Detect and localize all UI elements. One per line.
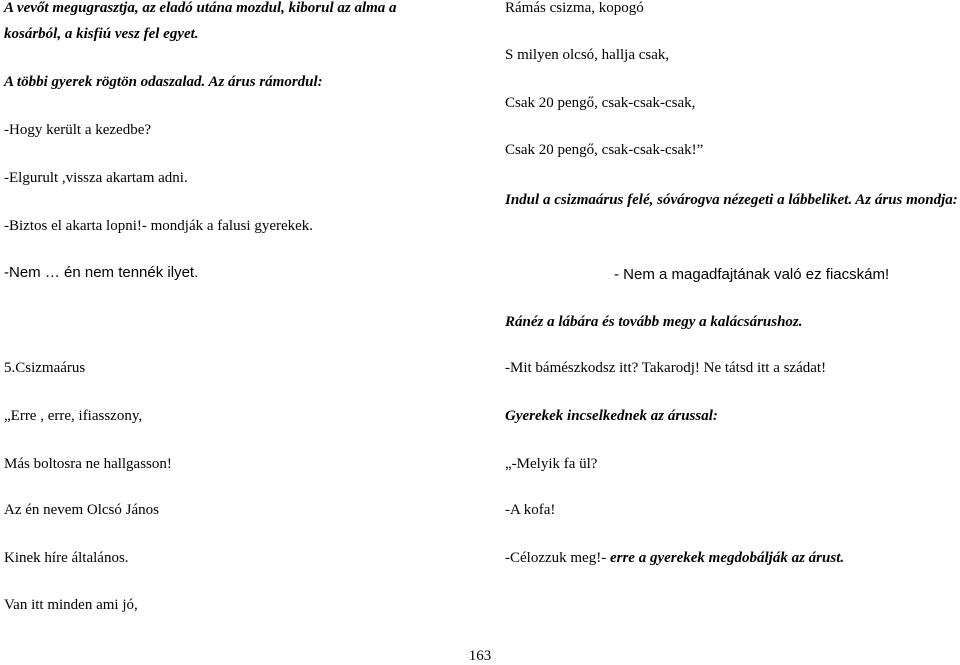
stage-direction: Gyerekek incselkednek az árussal:: [505, 408, 718, 424]
dialogue-line: „-Melyik fa ül?: [505, 456, 598, 472]
section-heading: 5.Csizmaárus: [4, 360, 86, 376]
dialogue-line: -Mit bámészkodsz itt? Takarodj! Ne tátsd itt a szádat!: [505, 360, 827, 376]
text-line: [4, 73, 323, 91]
dialogue-text: -Célozzuk meg!-: [505, 550, 610, 566]
page-number: 163: [468, 648, 492, 664]
song-line: Csak 20 pengő, csak-csak-csak!”: [505, 142, 704, 158]
stage-direction: kosárból, a kisfiú vesz fel egyet.: [4, 26, 199, 42]
stage-direction: Ránéz a lábára és tovább megy a kalácsárushoz.: [505, 314, 803, 330]
song-line: Kinek híre általános.: [4, 550, 129, 566]
song-line: S milyen olcsó, hallja csak,: [505, 47, 670, 63]
text-line: [4, 0, 397, 17]
dialogue-line: [505, 549, 844, 567]
text-line: [505, 313, 803, 331]
stage-direction: A többi gyerek rögtön odaszalad. Az árus rámordul:: [4, 74, 323, 90]
text-line: -Biztos el akarta lopni!- mondják a falusi gyerekek.: [4, 218, 314, 234]
text-line: -Elgurult ,vissza akartam adni.: [4, 170, 188, 186]
text-line: -Nem … én nem tennék ilyet.: [4, 264, 199, 281]
text-line: [505, 407, 718, 425]
dialogue-line: -A kofa!: [505, 502, 556, 518]
dialogue-line: - Nem a magadfajtának való ez fiacskám!: [614, 266, 890, 283]
stage-direction: erre a gyerekek megdobálják az árust.: [609, 550, 845, 566]
song-line: Van itt minden ami jó,: [4, 597, 138, 613]
song-line: Rámás csizma, kopogó: [505, 0, 644, 16]
song-line: „Erre , erre, ifiasszony,: [4, 408, 143, 424]
text-line: -Hogy került a kezedbe?: [4, 122, 152, 138]
stage-direction: A vevőt megugrasztja, az eladó utána mozdul, kiborul az alma a: [4, 0, 397, 16]
stage-direction: Indul a csizmaárus felé, sóvárogva nézegeti a lábbeliket. Az árus mondja:: [505, 192, 958, 208]
song-line: Más boltosra ne hallgasson!: [4, 456, 172, 472]
text-line: [4, 25, 199, 43]
song-line: Csak 20 pengő, csak-csak-csak,: [505, 95, 696, 111]
song-line: Az én nevem Olcsó János: [4, 502, 159, 518]
